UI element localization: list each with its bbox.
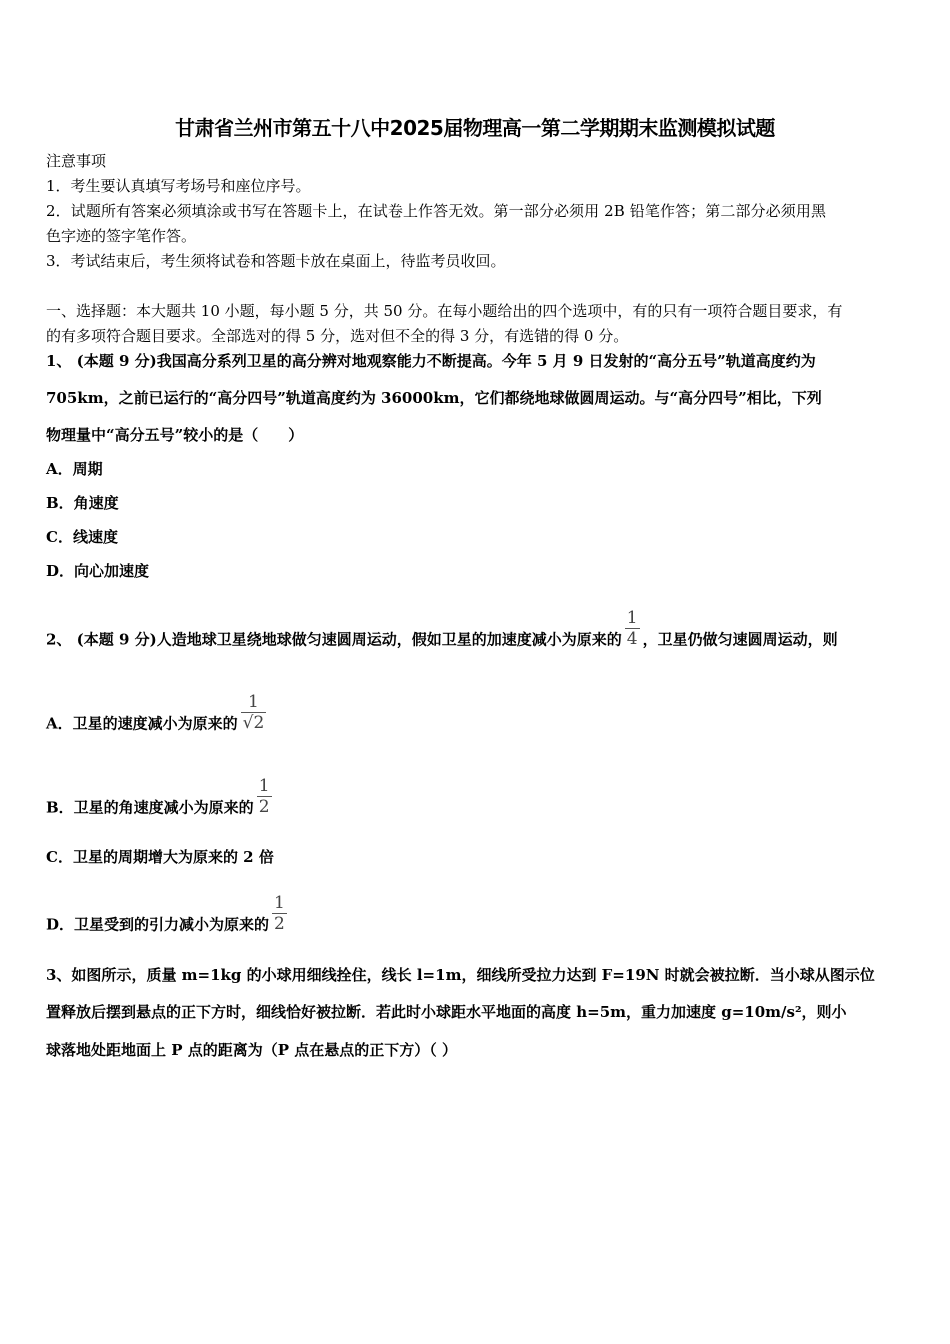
option-text: D．卫星受到的引力减小为原来的 — [46, 915, 270, 934]
question-1-option-c: C．线速度 — [46, 528, 118, 546]
question-1-option-d: D．向心加速度 — [46, 562, 150, 580]
question-1-option-a: A．周期 — [46, 460, 103, 478]
numerator: 1 — [248, 692, 259, 712]
question-1-stem: 1、 (本题 9 分)我国高分系列卫星的高分辨对地观察能力不断提高。今年 5 月 9 日发射的“高分五号”轨道高度约为 — [46, 352, 816, 370]
stem-text: 2、 (本题 9 分)人造地球卫星绕地球做匀速圆周运动，假如卫星的加速度减小为原来的 — [46, 630, 622, 649]
section-instructions: 的有多项符合题目要求。全部选对的得 5 分，选对但不全的得 3 分，有选错的得 0 分。 — [46, 327, 629, 345]
question-3-stem: 球落地处距地面上 P 点的距离为（P 点在悬点的正下方）（ ） — [46, 1041, 457, 1059]
question-2-option-c: C．卫星的周期增大为原来的 2 倍 — [46, 848, 274, 866]
numerator: 1 — [258, 776, 270, 796]
option-text: A．卫星的速度减小为原来的 — [46, 714, 238, 733]
denominator: 4 — [626, 629, 638, 649]
numerator: 1 — [626, 608, 638, 628]
notice-heading: 注意事项 — [46, 152, 107, 170]
option-text: B．卫星的角速度减小为原来的 — [46, 798, 254, 817]
notice-item: 2．试题所有答案必须填涂或书写在答题卡上，在试卷上作答无效。第一部分必须用 2B 铅笔作答；第二部分必须用黑 — [46, 202, 827, 220]
stem-text: ，卫星仍做匀速圆周运动，则 — [642, 630, 838, 649]
question-1-option-b: B．角速度 — [46, 494, 119, 512]
fraction — [257, 776, 272, 817]
question-1-stem: 物理量中“高分五号”较小的是（ ） — [46, 426, 304, 444]
fraction — [625, 608, 640, 649]
question-2-option-b — [46, 776, 275, 829]
section-instructions: 一、选择题：本大题共 10 小题，每小题 5 分，共 50 分。在每小题给出的四个选项中，有的只有一项符合题目要求，有 — [46, 302, 843, 320]
question-2-option-d — [46, 893, 290, 946]
notice-item: 色字迹的签字笔作答。 — [46, 227, 197, 245]
question-1-stem: 705km，之前已运行的“高分四号”轨道高度约为 36000km，它们都绕地球做圆周运动。与“高分四号”相比，下列 — [46, 389, 822, 407]
denominator: 2 — [258, 797, 270, 817]
numerator: 1 — [274, 893, 285, 913]
fraction — [272, 893, 287, 934]
denominator: √2 — [242, 713, 265, 733]
notice-item: 1．考生要认真填写考场号和座位序号。 — [46, 177, 311, 195]
notice-item: 3．考试结束后，考生须将试卷和答题卡放在桌面上，待监考员收回。 — [46, 252, 506, 270]
denominator: 2 — [274, 914, 285, 934]
question-2-option-a — [46, 692, 269, 745]
fraction — [241, 692, 267, 733]
page-title: 甘肃省兰州市第五十八中2025届物理高一第二学期期末监测模拟试题 — [175, 116, 775, 140]
question-3-stem: 置释放后摆到悬点的正下方时，细线恰好被拉断．若此时小球距水平地面的高度 h=5m，重力加速度 g=10m/s²，则小 — [46, 1003, 847, 1021]
question-2-stem — [46, 608, 838, 661]
question-3-stem: 3、如图所示，质量 m=1kg 的小球用细线拴住，线长 l=1m，细线所受拉力达到 F=19N 时就会被拉断．当小球从图示位 — [46, 966, 875, 984]
